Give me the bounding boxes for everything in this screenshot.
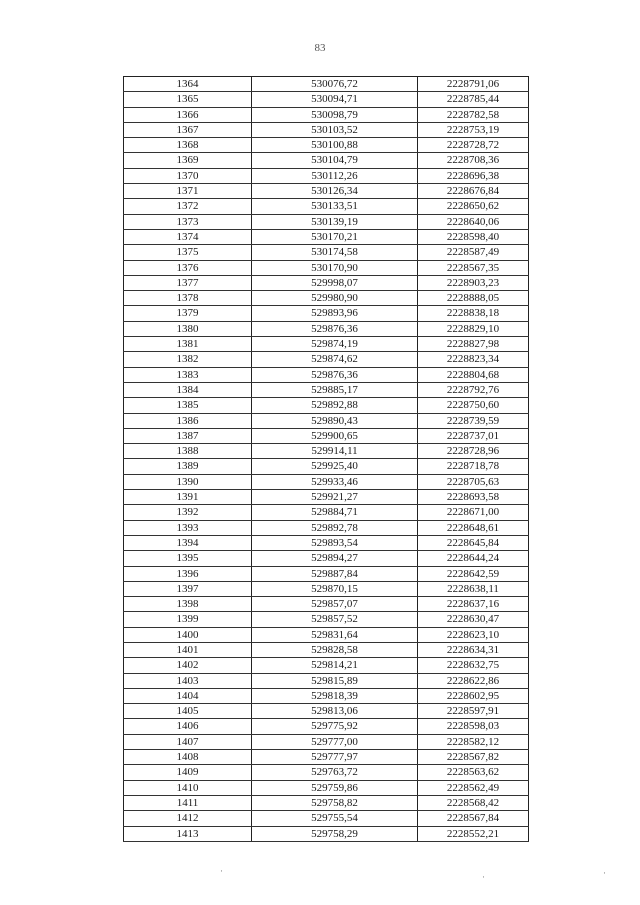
point-number-cell: 1376 <box>124 260 252 275</box>
y-coordinate-cell: 2228568,42 <box>418 795 529 810</box>
x-coordinate-cell: 529755,54 <box>252 811 418 826</box>
table-row <box>124 382 529 397</box>
y-coordinate-cell: 2228582,12 <box>418 734 529 749</box>
x-coordinate-cell: 530170,21 <box>252 229 418 244</box>
table-row <box>124 795 529 810</box>
point-number-cell: 1386 <box>124 413 252 428</box>
y-coordinate-cell: 2228602,95 <box>418 688 529 703</box>
point-number-cell: 1395 <box>124 551 252 566</box>
x-coordinate-cell: 529815,89 <box>252 673 418 688</box>
x-coordinate-cell: 530100,88 <box>252 138 418 153</box>
x-coordinate-cell: 529874,62 <box>252 352 418 367</box>
x-coordinate-cell: 529893,96 <box>252 306 418 321</box>
point-number-cell: 1392 <box>124 505 252 520</box>
x-coordinate-cell: 530098,79 <box>252 107 418 122</box>
point-number-cell: 1387 <box>124 428 252 443</box>
x-coordinate-cell: 529763,72 <box>252 765 418 780</box>
point-number-cell: 1366 <box>124 107 252 122</box>
point-number-cell: 1404 <box>124 688 252 703</box>
x-coordinate-cell: 529980,90 <box>252 291 418 306</box>
point-number-cell: 1371 <box>124 184 252 199</box>
x-coordinate-cell: 530133,51 <box>252 199 418 214</box>
y-coordinate-cell: 2228597,91 <box>418 704 529 719</box>
y-coordinate-cell: 2228804,68 <box>418 367 529 382</box>
point-number-cell: 1385 <box>124 398 252 413</box>
y-coordinate-cell: 2228693,58 <box>418 490 529 505</box>
table-row <box>124 566 529 581</box>
y-coordinate-cell: 2228645,84 <box>418 535 529 550</box>
point-number-cell: 1401 <box>124 642 252 657</box>
x-coordinate-cell: 530174,58 <box>252 245 418 260</box>
table-row <box>124 291 529 306</box>
y-coordinate-cell: 2228791,06 <box>418 77 529 92</box>
point-number-cell: 1408 <box>124 750 252 765</box>
point-number-cell: 1374 <box>124 229 252 244</box>
y-coordinate-cell: 2228728,96 <box>418 444 529 459</box>
table-row <box>124 122 529 137</box>
table-row <box>124 734 529 749</box>
x-coordinate-cell: 530126,34 <box>252 184 418 199</box>
x-coordinate-cell: 529818,39 <box>252 688 418 703</box>
y-coordinate-cell: 2228638,11 <box>418 581 529 596</box>
scan-artifact: · <box>482 872 485 882</box>
table-row <box>124 444 529 459</box>
y-coordinate-cell: 2228708,36 <box>418 153 529 168</box>
point-number-cell: 1412 <box>124 811 252 826</box>
y-coordinate-cell: 2228598,40 <box>418 229 529 244</box>
point-number-cell: 1409 <box>124 765 252 780</box>
y-coordinate-cell: 2228634,31 <box>418 642 529 657</box>
y-coordinate-cell: 2228648,61 <box>418 520 529 535</box>
table-row <box>124 77 529 92</box>
point-number-cell: 1375 <box>124 245 252 260</box>
y-coordinate-cell: 2228827,98 <box>418 337 529 352</box>
table-row <box>124 551 529 566</box>
x-coordinate-cell: 529892,78 <box>252 520 418 535</box>
table-row <box>124 581 529 596</box>
x-coordinate-cell: 529758,82 <box>252 795 418 810</box>
x-coordinate-cell: 529857,07 <box>252 597 418 612</box>
table-row <box>124 245 529 260</box>
table-row <box>124 750 529 765</box>
y-coordinate-cell: 2228562,49 <box>418 780 529 795</box>
x-coordinate-cell: 529874,19 <box>252 337 418 352</box>
x-coordinate-cell: 529857,52 <box>252 612 418 627</box>
x-coordinate-cell: 530103,52 <box>252 122 418 137</box>
x-coordinate-cell: 529831,64 <box>252 627 418 642</box>
table-row <box>124 398 529 413</box>
x-coordinate-cell: 530076,72 <box>252 77 418 92</box>
point-number-cell: 1406 <box>124 719 252 734</box>
table-row <box>124 337 529 352</box>
y-coordinate-cell: 2228630,47 <box>418 612 529 627</box>
table-row <box>124 505 529 520</box>
table-row <box>124 658 529 673</box>
y-coordinate-cell: 2228696,38 <box>418 168 529 183</box>
y-coordinate-cell: 2228567,82 <box>418 750 529 765</box>
y-coordinate-cell: 2228750,60 <box>418 398 529 413</box>
point-number-cell: 1413 <box>124 826 252 841</box>
y-coordinate-cell: 2228753,19 <box>418 122 529 137</box>
point-number-cell: 1368 <box>124 138 252 153</box>
y-coordinate-cell: 2228587,49 <box>418 245 529 260</box>
table-row <box>124 275 529 290</box>
y-coordinate-cell: 2228705,63 <box>418 474 529 489</box>
table-row <box>124 474 529 489</box>
scan-artifact: · <box>603 868 606 878</box>
point-number-cell: 1367 <box>124 122 252 137</box>
x-coordinate-cell: 530170,90 <box>252 260 418 275</box>
x-coordinate-cell: 529884,71 <box>252 505 418 520</box>
y-coordinate-cell: 2228737,01 <box>418 428 529 443</box>
y-coordinate-cell: 2228728,72 <box>418 138 529 153</box>
x-coordinate-cell: 530104,79 <box>252 153 418 168</box>
x-coordinate-cell: 529998,07 <box>252 275 418 290</box>
table-row <box>124 490 529 505</box>
x-coordinate-cell: 529887,84 <box>252 566 418 581</box>
point-number-cell: 1391 <box>124 490 252 505</box>
table-row <box>124 765 529 780</box>
y-coordinate-cell: 2228632,75 <box>418 658 529 673</box>
table-row <box>124 367 529 382</box>
point-number-cell: 1373 <box>124 214 252 229</box>
point-number-cell: 1378 <box>124 291 252 306</box>
table-row <box>124 199 529 214</box>
table-row <box>124 459 529 474</box>
y-coordinate-cell: 2228792,76 <box>418 382 529 397</box>
table-row <box>124 627 529 642</box>
x-coordinate-cell: 529890,43 <box>252 413 418 428</box>
point-number-cell: 1411 <box>124 795 252 810</box>
table-row <box>124 184 529 199</box>
page-number: 83 <box>314 42 326 54</box>
table-row <box>124 535 529 550</box>
y-coordinate-cell: 2228838,18 <box>418 306 529 321</box>
y-coordinate-cell: 2228598,03 <box>418 719 529 734</box>
y-coordinate-cell: 2228785,44 <box>418 92 529 107</box>
point-number-cell: 1369 <box>124 153 252 168</box>
x-coordinate-cell: 529777,00 <box>252 734 418 749</box>
y-coordinate-cell: 2228718,78 <box>418 459 529 474</box>
point-number-cell: 1399 <box>124 612 252 627</box>
y-coordinate-cell: 2228637,16 <box>418 597 529 612</box>
x-coordinate-cell: 529828,58 <box>252 642 418 657</box>
y-coordinate-cell: 2228640,06 <box>418 214 529 229</box>
x-coordinate-cell: 529933,46 <box>252 474 418 489</box>
y-coordinate-cell: 2228739,59 <box>418 413 529 428</box>
x-coordinate-cell: 530094,71 <box>252 92 418 107</box>
point-number-cell: 1410 <box>124 780 252 795</box>
x-coordinate-cell: 529759,86 <box>252 780 418 795</box>
table-row <box>124 428 529 443</box>
y-coordinate-cell: 2228552,21 <box>418 826 529 841</box>
point-number-cell: 1400 <box>124 627 252 642</box>
point-number-cell: 1382 <box>124 352 252 367</box>
point-number-cell: 1402 <box>124 658 252 673</box>
x-coordinate-cell: 529876,36 <box>252 367 418 382</box>
x-coordinate-cell: 529814,21 <box>252 658 418 673</box>
table-row <box>124 107 529 122</box>
y-coordinate-cell: 2228829,10 <box>418 321 529 336</box>
table-row <box>124 826 529 841</box>
coordinates-table-body <box>124 77 529 842</box>
table-row <box>124 520 529 535</box>
table-row <box>124 642 529 657</box>
x-coordinate-cell: 529876,36 <box>252 321 418 336</box>
table-row <box>124 214 529 229</box>
point-number-cell: 1403 <box>124 673 252 688</box>
y-coordinate-cell: 2228823,34 <box>418 352 529 367</box>
y-coordinate-cell: 2228782,58 <box>418 107 529 122</box>
point-number-cell: 1393 <box>124 520 252 535</box>
point-number-cell: 1377 <box>124 275 252 290</box>
y-coordinate-cell: 2228644,24 <box>418 551 529 566</box>
x-coordinate-cell: 529777,97 <box>252 750 418 765</box>
point-number-cell: 1407 <box>124 734 252 749</box>
x-coordinate-cell: 530112,26 <box>252 168 418 183</box>
table-row <box>124 612 529 627</box>
table-row <box>124 260 529 275</box>
y-coordinate-cell: 2228903,23 <box>418 275 529 290</box>
point-number-cell: 1394 <box>124 535 252 550</box>
point-number-cell: 1398 <box>124 597 252 612</box>
table-row <box>124 704 529 719</box>
table-row <box>124 138 529 153</box>
point-number-cell: 1390 <box>124 474 252 489</box>
y-coordinate-cell: 2228671,00 <box>418 505 529 520</box>
x-coordinate-cell: 529894,27 <box>252 551 418 566</box>
table-row <box>124 413 529 428</box>
y-coordinate-cell: 2228567,84 <box>418 811 529 826</box>
table-row <box>124 168 529 183</box>
x-coordinate-cell: 529921,27 <box>252 490 418 505</box>
table-row <box>124 811 529 826</box>
x-coordinate-cell: 529885,17 <box>252 382 418 397</box>
table-row <box>124 719 529 734</box>
y-coordinate-cell: 2228676,84 <box>418 184 529 199</box>
table-row <box>124 597 529 612</box>
x-coordinate-cell: 529758,29 <box>252 826 418 841</box>
point-number-cell: 1380 <box>124 321 252 336</box>
x-coordinate-cell: 530139,19 <box>252 214 418 229</box>
x-coordinate-cell: 529893,54 <box>252 535 418 550</box>
x-coordinate-cell: 529813,06 <box>252 704 418 719</box>
table-row <box>124 688 529 703</box>
x-coordinate-cell: 529925,40 <box>252 459 418 474</box>
table-row <box>124 306 529 321</box>
point-number-cell: 1364 <box>124 77 252 92</box>
scan-artifact: · <box>220 866 223 876</box>
table-row <box>124 352 529 367</box>
point-number-cell: 1370 <box>124 168 252 183</box>
table-row <box>124 780 529 795</box>
coordinates-table <box>123 76 529 842</box>
point-number-cell: 1405 <box>124 704 252 719</box>
x-coordinate-cell: 529914,11 <box>252 444 418 459</box>
y-coordinate-cell: 2228563,62 <box>418 765 529 780</box>
point-number-cell: 1396 <box>124 566 252 581</box>
table-row <box>124 229 529 244</box>
point-number-cell: 1388 <box>124 444 252 459</box>
x-coordinate-cell: 529775,92 <box>252 719 418 734</box>
point-number-cell: 1389 <box>124 459 252 474</box>
table-row <box>124 673 529 688</box>
point-number-cell: 1372 <box>124 199 252 214</box>
point-number-cell: 1365 <box>124 92 252 107</box>
table-row <box>124 321 529 336</box>
y-coordinate-cell: 2228623,10 <box>418 627 529 642</box>
y-coordinate-cell: 2228567,35 <box>418 260 529 275</box>
y-coordinate-cell: 2228642,59 <box>418 566 529 581</box>
table-row <box>124 92 529 107</box>
point-number-cell: 1384 <box>124 382 252 397</box>
y-coordinate-cell: 2228650,62 <box>418 199 529 214</box>
y-coordinate-cell: 2228888,05 <box>418 291 529 306</box>
x-coordinate-cell: 529900,65 <box>252 428 418 443</box>
point-number-cell: 1383 <box>124 367 252 382</box>
x-coordinate-cell: 529892,88 <box>252 398 418 413</box>
table-row <box>124 153 529 168</box>
y-coordinate-cell: 2228622,86 <box>418 673 529 688</box>
x-coordinate-cell: 529870,15 <box>252 581 418 596</box>
point-number-cell: 1397 <box>124 581 252 596</box>
point-number-cell: 1381 <box>124 337 252 352</box>
point-number-cell: 1379 <box>124 306 252 321</box>
